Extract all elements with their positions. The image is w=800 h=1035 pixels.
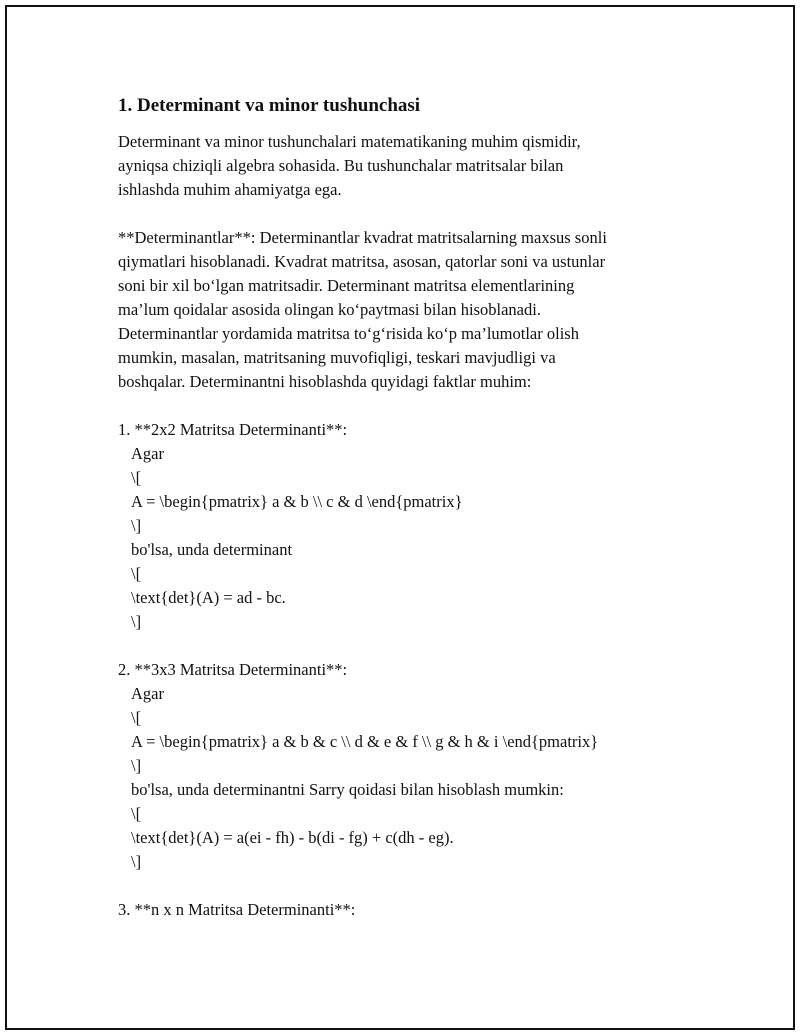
intro-paragraph xyxy=(118,130,718,202)
math-line: \text{det}(A) = a(ei - fh) - b(di - fg) + c(dh - eg). xyxy=(131,828,454,847)
text-line: ayniqsa chiziqli algebra sohasida. Bu tushunchalar matritsalar bilan xyxy=(118,156,564,175)
math-delimiter: \] xyxy=(131,612,142,631)
text-line: ma’lum qoidalar asosida olingan ko‘paytmasi bilan hisoblanadi. xyxy=(118,300,541,319)
text-line: ishlashda muhim ahamiyatga ega. xyxy=(118,180,342,199)
list-item-2x2 xyxy=(118,418,718,634)
text-line: qiymatlari hisoblanadi. Kvadrat matritsa, asosan, qatorlar soni va ustunlar xyxy=(118,252,606,271)
math-line: \text{det}(A) = ad - bc. xyxy=(131,588,286,607)
math-delimiter: \[ xyxy=(131,708,142,727)
text-line: Agar xyxy=(131,444,164,463)
list-item-title: 3. **n x n Matritsa Determinanti**: xyxy=(118,900,356,919)
text-line: Determinantlar yordamida matritsa to‘g‘risida ko‘p ma’lumotlar olish xyxy=(118,324,579,343)
text-line: Agar xyxy=(131,684,164,703)
list-item-title: 2. **3x3 Matritsa Determinanti**: xyxy=(118,660,348,679)
math-delimiter: \[ xyxy=(131,468,142,487)
math-line: A = \begin{pmatrix} a & b \\ c & d \end{pmatrix} xyxy=(131,492,463,511)
text-line: mumkin, masalan, matritsaning muvofiqligi, teskari mavjudligi va xyxy=(118,348,556,367)
math-delimiter: \] xyxy=(131,756,142,775)
text-line: Determinant va minor tushunchalari matematikaning muhim qismidir, xyxy=(118,132,581,151)
text-line: **Determinantlar**: Determinantlar kvadrat matritsalarning maxsus sonli xyxy=(118,228,607,247)
determinant-paragraph xyxy=(118,226,718,394)
math-delimiter: \] xyxy=(131,516,142,535)
text-line: bo'lsa, unda determinantni Sarry qoidasi bilan hisoblash mumkin: xyxy=(131,780,564,799)
text-line: boshqalar. Determinantni hisoblashda quyidagi faktlar muhim: xyxy=(118,372,532,391)
list-item-3x3 xyxy=(118,658,718,874)
text-line: bo'lsa, unda determinant xyxy=(131,540,293,559)
math-delimiter: \[ xyxy=(131,564,142,583)
text-line: soni bir xil bo‘lgan matritsadir. Determinant matritsa elementlarining xyxy=(118,276,575,295)
math-delimiter: \[ xyxy=(131,804,142,823)
section-heading: 1. Determinant va minor tushunchasi xyxy=(118,95,421,116)
list-item-nxn xyxy=(118,898,718,922)
math-line: A = \begin{pmatrix} a & b & c \\ d & e & f \\ g & h & i \end{pmatrix} xyxy=(131,732,599,751)
math-delimiter: \] xyxy=(131,852,142,871)
list-item-title: 1. **2x2 Matritsa Determinanti**: xyxy=(118,420,348,439)
document-body xyxy=(118,92,718,922)
